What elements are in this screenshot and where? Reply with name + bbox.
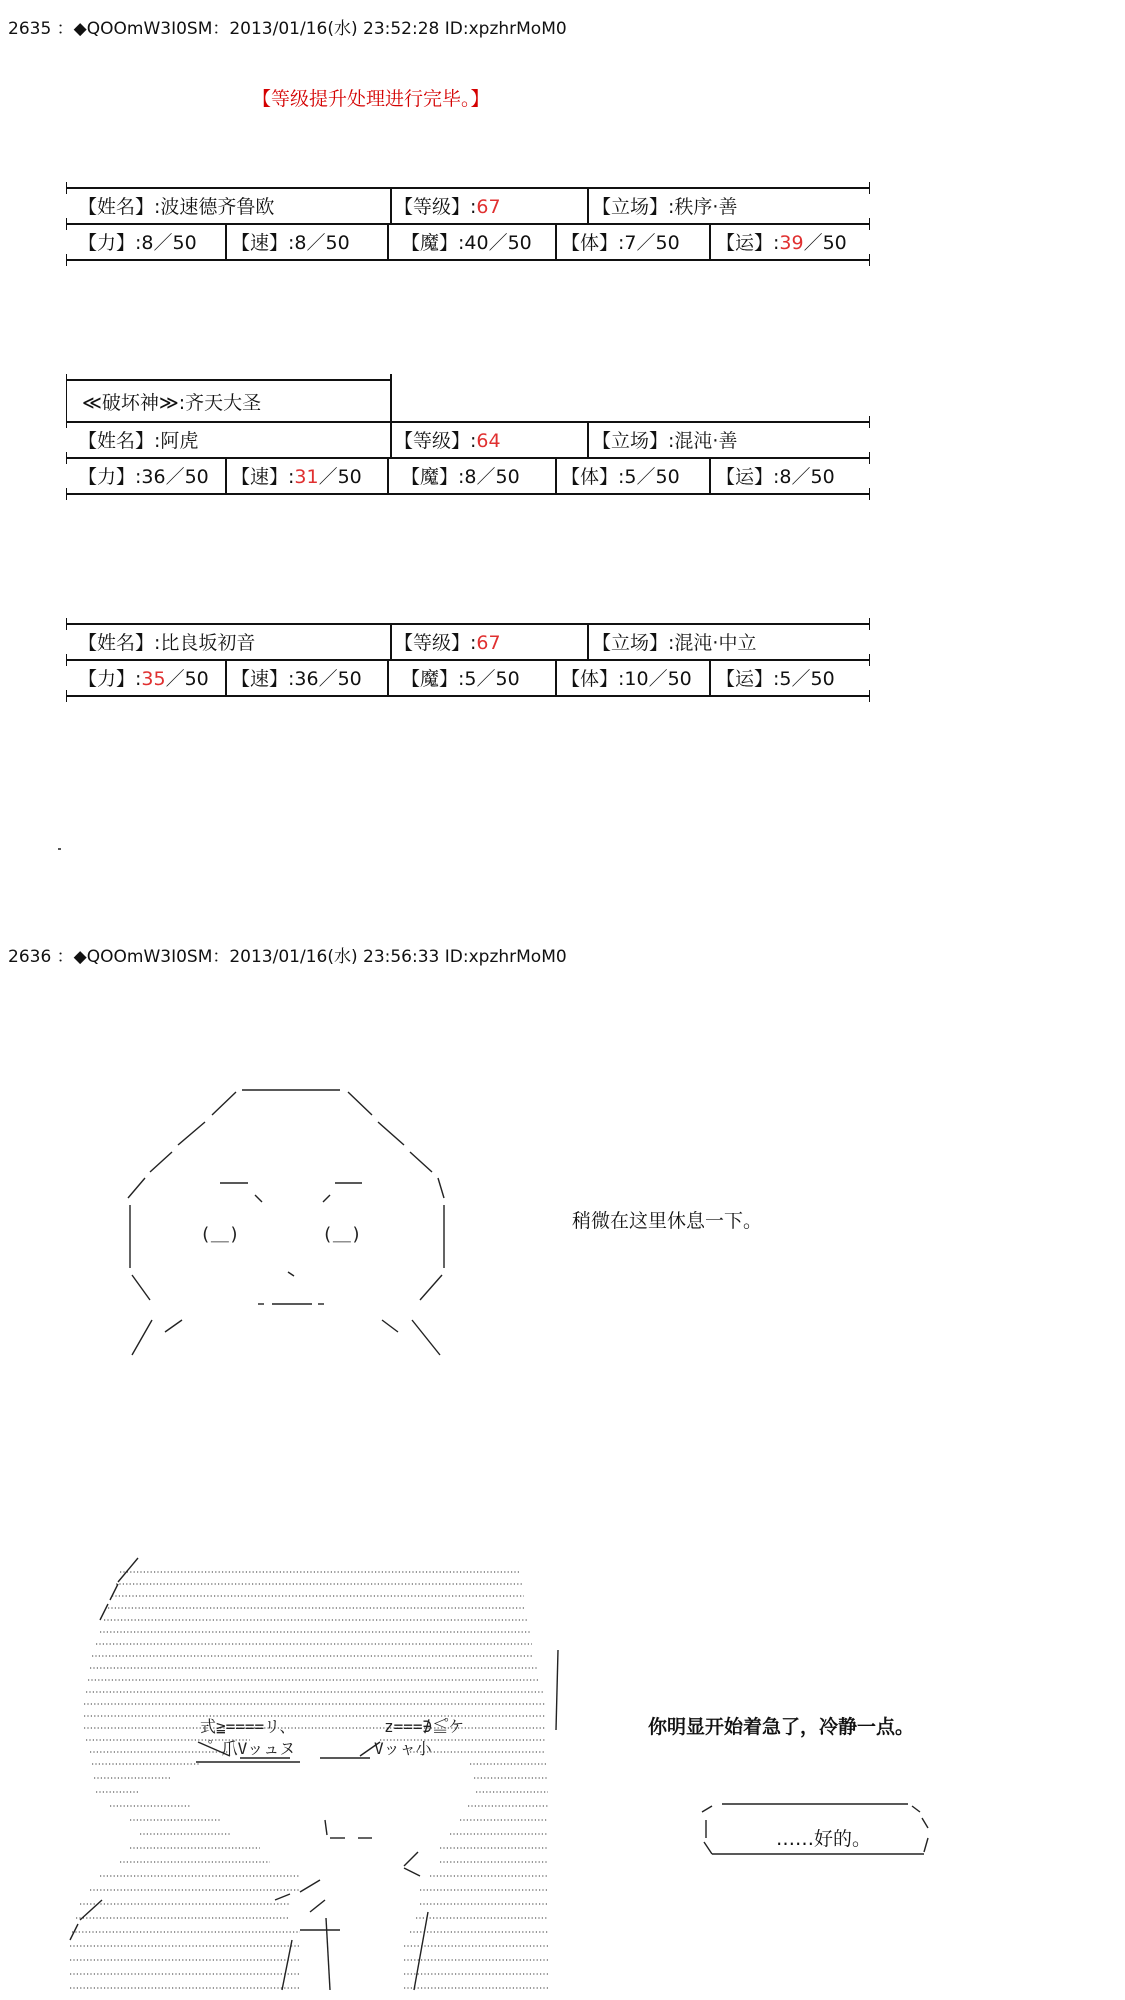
left-eye: (＿) [200,1224,240,1245]
vit-field: 【体】:5／50 [561,466,680,488]
stance-field: 【立场】:秩序·善 [592,196,738,218]
stray-dot [58,848,61,850]
right-eye: (＿) [322,1224,362,1245]
name-field: 【姓名】:阿虎 [78,430,199,452]
vit-field: 【体】:10／50 [561,668,692,690]
svg-text:゚ 爪Vッュヌ: ゚ 爪Vッュヌ [212,1739,296,1758]
level-field: 【等级】:67 [394,196,501,218]
title-field: ≪破坏神≫:齐天大圣 [82,392,262,414]
stat-table-2 [66,370,870,530]
name-field: 【姓名】:比良坂初音 [78,632,256,654]
stat-table-1 [66,178,870,268]
speech-line-1: 稍微在这里休息一下。 [572,1210,763,1232]
str-field: 【力】:36／50 [78,466,209,488]
svg-text:式≧====リ、: 式≧====リ、 [200,1717,296,1736]
level-field: 【等级】:67 [394,632,501,654]
stance-field: 【立场】:混沌·善 [592,430,738,452]
post-header-2636: 2636 ：◆QOOmW3I0SM：2013/01/16(水) 23:56:33 ID:xpzhrMoM0 [8,947,567,967]
mag-field: 【魔】:5／50 [401,668,520,690]
spd-field: 【速】:31／50 [231,466,362,488]
bubble-text: ……好的。 [776,1828,872,1850]
luck-field: 【运】:5／50 [716,668,835,690]
spd-field: 【速】:8／50 [231,232,350,254]
vit-field: 【体】:7／50 [561,232,680,254]
spd-field: 【速】:36／50 [231,668,362,690]
mag-field: 【魔】:40／50 [401,232,532,254]
level-up-notice: 【等级提升处理进行完毕。】 [252,88,490,110]
post-header-2635: 2635 ：◆QOOmW3I0SM：2013/01/16(水) 23:52:28 ID:xpzhrMoM0 [8,19,567,39]
luck-field: 【运】:39／50 [716,232,847,254]
luck-field: 【运】:8／50 [716,466,835,488]
svg-text:z===∌≦゚ケ: z===∌≦゚ケ [384,1717,465,1736]
mag-field: 【魔】:8／50 [401,466,520,488]
str-field: 【力】:35／50 [78,668,209,690]
name-field: 【姓名】:波速德齐鲁欧 [78,196,275,218]
stance-field: 【立场】:混沌·中立 [592,632,757,654]
svg-text:Vッャ小: Vッャ小 [374,1739,432,1758]
stat-table-3 [66,614,870,704]
level-field: 【等级】:64 [394,430,501,452]
speech-line-2: 你明显开始着急了，冷静一点。 [648,1716,915,1738]
str-field: 【力】:8／50 [78,232,197,254]
